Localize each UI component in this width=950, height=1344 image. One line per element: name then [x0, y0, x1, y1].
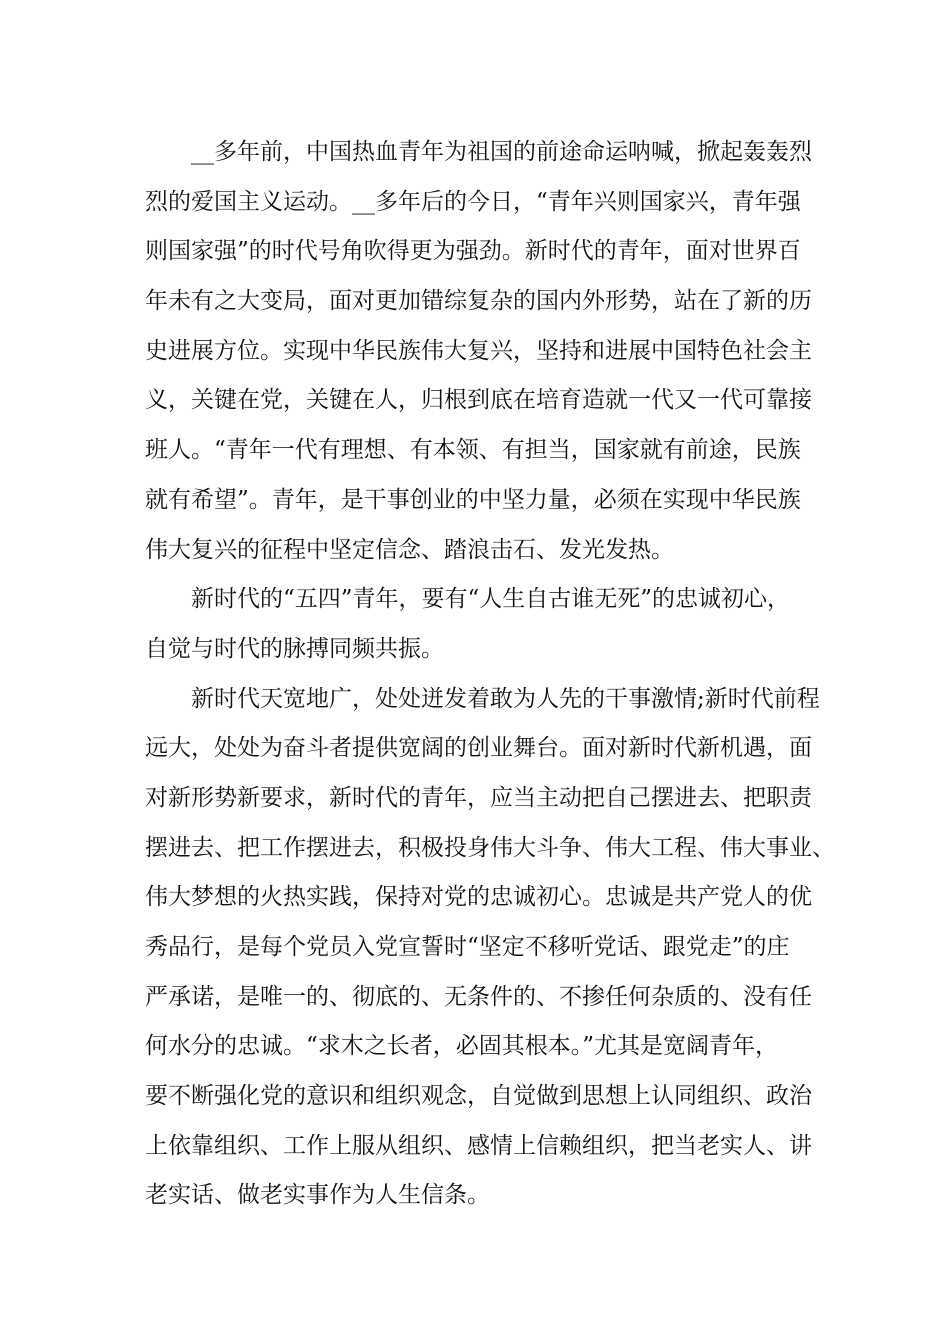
text-line: 烈的爱国主义运动。__多年后的今日，“青年兴则国家兴，青年强: [145, 188, 801, 215]
text-line: 史进展方位。实现中华民族伟大复兴，坚持和进展中国特色社会主: [145, 337, 812, 364]
text-line: 自觉与时代的脉搏同频共振。: [145, 635, 444, 662]
text-line: 则国家强”的时代号角吹得更为强劲。新时代的青年，面对世界百: [145, 238, 801, 265]
text-line: 新时代天宽地广，处处迸发着敢为人先的干事激情;新时代前程: [191, 685, 820, 712]
text-line: 严承诺，是唯一的、彻底的、无条件的、不掺任何杂质的、没有任: [145, 983, 812, 1010]
paragraph-2: [145, 575, 810, 674]
paragraph-1: [145, 128, 810, 575]
text-line: 就有希望”。青年，是干事创业的中坚力量，必须在实现中华民族: [145, 486, 801, 513]
text-line: 义，关键在党，关键在人，归根到底在培育造就一代又一代可靠接: [145, 387, 812, 414]
text-line: 要不断强化党的意识和组织观念，自觉做到思想上认同组织、政治: [145, 1083, 812, 1110]
text-line: 年未有之大变局，面对更加错综复杂的国内外形势，站在了新的历: [145, 288, 812, 315]
text-line: 伟大梦想的火热实践，保持对党的忠诚初心。忠诚是共产党人的优: [145, 884, 812, 911]
text-line: 班人。“青年一代有理想、有本领、有担当，国家就有前途，民族: [145, 437, 801, 464]
text-line: 远大，处处为奋斗者提供宽阔的创业舞台。面对新时代新机遇，面: [145, 735, 812, 762]
text-line: 上依靠组织、工作上服从组织、感情上信赖组织，把当老实人、讲: [145, 1132, 812, 1159]
text-line: 新时代的“五四”青年，要有“人生自古谁无死”的忠诚初心，: [191, 586, 791, 613]
text-line: 何水分的忠诚。“求木之长者，必固其根本。”尤其是宽阔青年，: [145, 1033, 779, 1060]
text-line: 秀品行，是每个党员入党宣誓时“坚定不移听党话、跟党走”的庄: [145, 934, 790, 960]
text-line: __多年前，中国热血青年为祖国的前途命运呐喊，掀起轰轰烈: [191, 139, 812, 165]
text-line: 伟大复兴的征程中坚定信念、踏浪击石、发光发热。: [145, 536, 674, 563]
document-page: [145, 128, 835, 1221]
text-line: 摆进去、把工作摆进去，积极投身伟大斗争、伟大工程、伟大事业、: [145, 834, 835, 861]
paragraph-3: [145, 675, 835, 1222]
text-line: 对新形势新要求，新时代的青年，应当主动把自己摆进去、把职责: [145, 784, 812, 811]
text-line: 老实话、做老实事作为人生信条。: [145, 1182, 490, 1209]
